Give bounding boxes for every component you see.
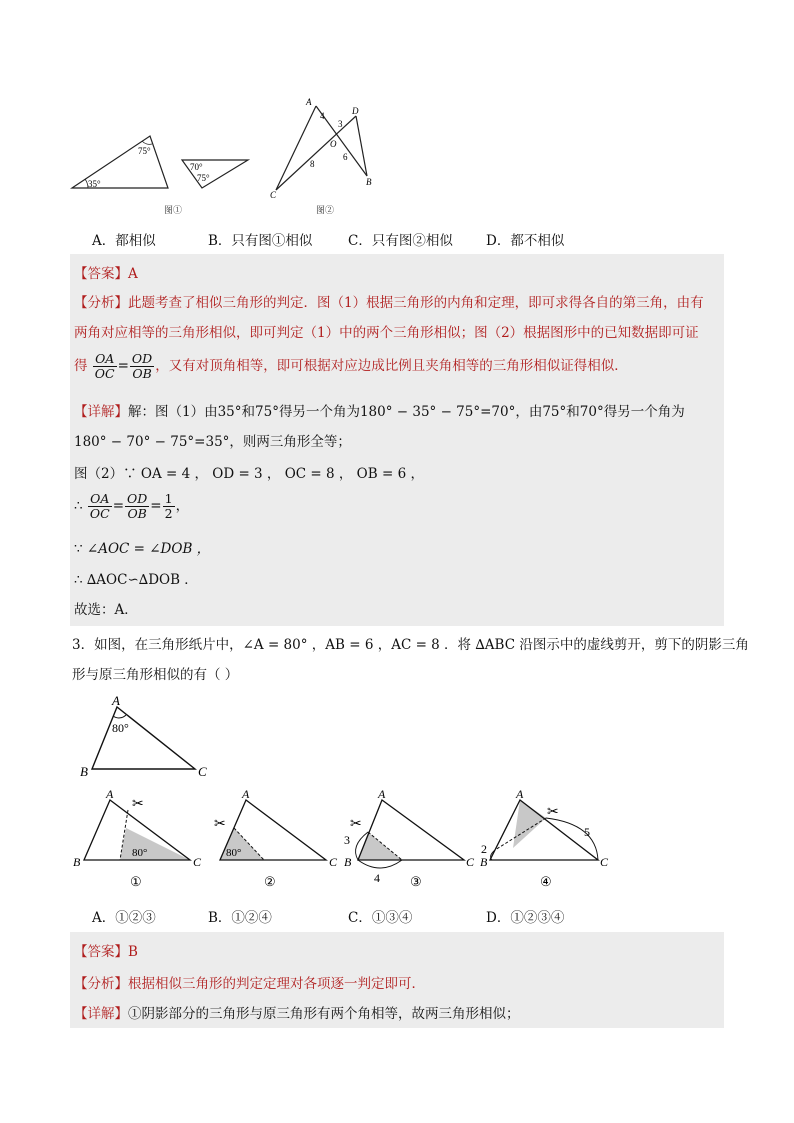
q3-stem-line-2: 形与原三角形相似的有（ ） — [72, 667, 239, 683]
answer-tag: 【答案】 — [74, 944, 128, 960]
fig2-label-c: C — [329, 855, 338, 869]
fig1-caption: 图① — [164, 205, 183, 215]
fig1-angle-70: 70° — [190, 162, 203, 172]
fig3-label-b: B — [344, 855, 352, 869]
label-b: B — [80, 764, 88, 779]
frac-den: OB — [132, 366, 152, 381]
q3-main-figure — [70, 694, 230, 784]
fig3-num-3: 3 — [344, 833, 350, 847]
fig2-point-A: A — [306, 97, 312, 107]
fig2-num-4: 4 — [320, 111, 325, 121]
fraction-half — [163, 492, 175, 521]
q2-detail-line-3: 图（2）∵ OA = 4 ， OD = 3 ， OC = 8 ， OB = 6 ， — [74, 466, 424, 482]
fig1-angle-75a: 75° — [138, 146, 151, 156]
scissors-icon: ✂ — [350, 817, 362, 832]
fig3-label-a: A — [378, 787, 386, 801]
q2-option-b: B．只有图①相似 — [208, 233, 313, 249]
fig2-angle: 80° — [226, 847, 242, 859]
shade-1 — [120, 828, 190, 860]
frac-num: 1 — [164, 491, 173, 506]
detail-text-1: 解：图（1）由35°和75°得另一个角为180° − 35° − 75°=70°，由75°和70°得另一个角为 — [128, 404, 685, 420]
q3-analysis-line — [74, 972, 425, 992]
q3-option-d: D．①②③④ — [486, 910, 565, 926]
fig2-num-6: 6 — [343, 152, 348, 162]
analysis-prefix: 得 — [74, 358, 88, 374]
q3-cut-figures — [68, 786, 628, 896]
q3-detail-line — [74, 1002, 520, 1022]
fig2-point-C: C — [270, 190, 277, 200]
q2-figures — [60, 92, 390, 222]
fig2-point-B: B — [366, 177, 372, 187]
q2-detail-line-2: 180° − 70° − 75°=35°，则两三角形全等； — [74, 434, 351, 450]
sub-label-4: ④ — [540, 874, 552, 889]
q3-option-c: C．①③④ — [348, 910, 413, 926]
because-symbol: ∵ — [74, 541, 83, 557]
q3-option-b: B．①②④ — [208, 910, 272, 926]
angle-80: 80° — [112, 721, 129, 735]
q2-answer-line — [74, 262, 138, 282]
fig1-angle: 80° — [132, 847, 148, 859]
detail-tag: 【详解】 — [74, 404, 128, 420]
frac-num: OD — [127, 491, 148, 506]
fig2-num-3: 3 — [338, 119, 343, 129]
analysis-text-3: ，又有对顶角相等，即可根据对应边成比例且夹角相等的三角形相似证得相似． — [155, 358, 628, 374]
frac-den: 2 — [164, 506, 173, 521]
fig4-num-5: 5 — [584, 825, 590, 839]
label-c: C — [198, 764, 207, 779]
fraction-od-ob — [125, 492, 149, 521]
analysis-tag: 【分析】 — [74, 976, 128, 992]
fig1-label-b: B — [73, 855, 81, 869]
sub-label-1: ① — [130, 874, 142, 889]
angle-equality: ∠AOC = ∠DOB ， — [86, 541, 211, 557]
detail-text: ①阴影部分的三角形与原三角形有两个角相等，故两三角形相似； — [128, 1006, 520, 1022]
fig2-point-D: D — [352, 106, 359, 116]
scissors-icon: ✂ — [132, 797, 144, 812]
fig2-label-a: A — [242, 787, 250, 801]
frac-num: OA — [93, 352, 117, 367]
sub-label-3: ③ — [410, 874, 422, 889]
q2-analysis-line-1 — [74, 291, 704, 311]
q2-analysis-line-3: 得 $\frac{OA}{OC}$ = $\frac{OD}{OB}$ ，又有对顶角相等，即可根据对应边成比例且夹角相等的三角形相似证得相似． — [74, 351, 628, 381]
analysis-text-1: 此题考查了相似三角形的判定．图（1）根据三角形的内角和定理，即可求得各自的第三角，由有 — [128, 295, 704, 311]
fig1-angle-arc-75 — [142, 141, 152, 144]
q2-option-d: D．都不相似 — [486, 233, 565, 249]
fig4-label-a: A — [516, 787, 524, 801]
q2-choose-line: 故选：A． — [74, 602, 138, 618]
analysis-text: 根据相似三角形的判定定理对各项逐一判定即可． — [128, 976, 425, 992]
fraction-oa-oc — [88, 492, 112, 521]
fig1-large-triangle — [72, 136, 168, 188]
q3-option-a: A．①②③ — [92, 910, 156, 926]
fig2-point-O: O — [330, 139, 337, 149]
therefore-symbol: ∴ — [74, 498, 83, 514]
q2-analysis-line-2: 两角对应相等的三角形相似，即可判定（1）中的两个三角形相似；图（2）根据图形中的已知数据即可证 — [74, 325, 699, 341]
fig1-angle-75b: 75° — [197, 173, 210, 183]
q3-answer-line — [74, 940, 138, 960]
fig4-label-c: C — [600, 855, 609, 869]
fig4-num-2: 2 — [481, 842, 487, 856]
frac-num: OD — [131, 351, 153, 366]
answer-value: B — [128, 944, 138, 960]
q2-option-a: A．都相似 — [92, 233, 156, 249]
fraction-od-ob — [130, 352, 154, 381]
q2-similar-line: ∴ ∆AOC∽∆DOB ． — [74, 572, 198, 588]
angle-arc-a — [113, 715, 126, 718]
frac-den: OC — [89, 506, 110, 521]
q3-stem-line-1: 3．如图，在三角形纸片中，∠A = 80° ，AB = 6 ，AC = 8 ．将 ∆ABC 沿图示中的虚线剪开，剪下的阴影三角 — [72, 637, 749, 653]
fig4-label-b: B — [480, 855, 488, 869]
analysis-tag: 【分析】 — [74, 295, 128, 311]
detail-tag: 【详解】 — [74, 1006, 128, 1022]
scissors-icon: ✂ — [547, 805, 559, 820]
frac-num: OA — [88, 492, 112, 507]
fig3-label-c: C — [466, 855, 475, 869]
fig3-num-4: 4 — [374, 871, 380, 885]
scissors-icon: ✂ — [214, 817, 226, 832]
fig2-num-8: 8 — [310, 159, 315, 169]
fig1-label-a: A — [106, 787, 114, 801]
shade-3 — [358, 832, 402, 860]
sub-label-2: ② — [264, 874, 276, 889]
q2-option-c: C．只有图②相似 — [348, 233, 453, 249]
fig2-caption: 图② — [316, 205, 335, 215]
frac-den: OC — [94, 366, 115, 381]
fig2-seg-DB — [356, 116, 367, 176]
triangle-abc — [92, 707, 195, 769]
brace-3b — [358, 860, 402, 868]
answer-tag: 【答案】 — [74, 266, 128, 282]
fraction-oa-oc — [93, 352, 117, 381]
q2-angle-line — [74, 537, 210, 557]
fig1-label-c: C — [193, 855, 202, 869]
q2-ratio-line: ∴ $\frac{OA}{OC}$ = $\frac{OD}{OB}$ = $\frac{1}{2}$ ， — [74, 491, 190, 521]
label-a: A — [112, 694, 120, 708]
fig2-seg-AC — [276, 106, 316, 190]
answer-value: A — [128, 266, 138, 282]
fig1-angle-35: 35° — [88, 179, 101, 189]
q2-detail-line-1 — [74, 400, 685, 420]
frac-den: OB — [127, 506, 147, 521]
